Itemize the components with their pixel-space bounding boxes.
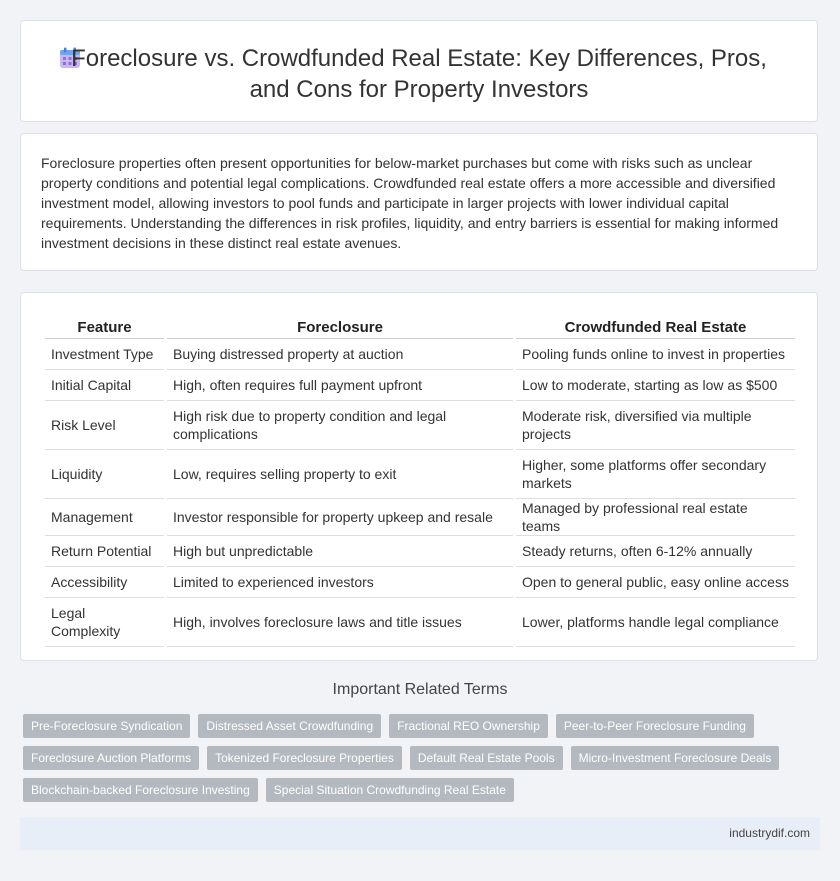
footer-site-link[interactable]: industrydif.com bbox=[729, 826, 810, 840]
feature-cell: Management bbox=[45, 499, 164, 536]
comparison-card bbox=[20, 292, 818, 661]
feature-cell: Investment Type bbox=[45, 339, 164, 370]
foreclosure-cell: Investor responsible for property upkeep and resale bbox=[167, 499, 513, 536]
related-term-tag[interactable]: Micro-Investment Foreclosure Deals bbox=[571, 746, 780, 770]
intro-card bbox=[20, 133, 818, 271]
related-terms-heading: Important Related Terms bbox=[332, 681, 508, 698]
crowdfunded-cell: Lower, platforms handle legal compliance bbox=[516, 598, 795, 647]
crowdfunded-cell: Open to general public, easy online access bbox=[516, 567, 795, 598]
foreclosure-cell: Low, requires selling property to exit bbox=[167, 450, 513, 499]
crowdfunded-cell: Managed by professional real estate teams bbox=[516, 499, 795, 536]
table-row bbox=[45, 499, 795, 536]
table-row bbox=[45, 401, 795, 450]
comparison-table bbox=[42, 315, 798, 647]
feature-cell: Return Potential bbox=[45, 536, 164, 567]
table-row bbox=[45, 370, 795, 401]
table-row bbox=[45, 450, 795, 499]
foreclosure-cell: Buying distressed property at auction bbox=[167, 339, 513, 370]
foreclosure-cell: High but unpredictable bbox=[167, 536, 513, 567]
related-term-tag[interactable]: Pre-Foreclosure Syndication bbox=[23, 714, 190, 738]
foreclosure-cell: High, involves foreclosure laws and title issues bbox=[167, 598, 513, 647]
intro-paragraph: Foreclosure properties often present opportunities for below-market purchases but come with risks such as unclear property conditions and potential legal complications. Crowdfunded real estate offers a more accessible and diversified investment model, allowing investors to pool funds and participate in larger projects with lower individual capital requirements. Understanding the differences in risk profiles, liquidity, and entry barriers is essential for making informed investment decisions in these distinct real estate avenues. bbox=[41, 155, 779, 251]
related-term-tag[interactable]: Tokenized Foreclosure Properties bbox=[207, 746, 402, 770]
crowdfunded-cell: Moderate risk, diversified via multiple projects bbox=[516, 401, 795, 450]
related-term-tag[interactable]: Default Real Estate Pools bbox=[410, 746, 563, 770]
foreclosure-cell: Limited to experienced investors bbox=[167, 567, 513, 598]
feature-cell: Legal Complexity bbox=[45, 598, 164, 647]
crowdfunded-cell: Steady returns, often 6-12% annually bbox=[516, 536, 795, 567]
crowdfunded-cell: Pooling funds online to invest in properties bbox=[516, 339, 795, 370]
related-term-tag[interactable]: Special Situation Crowdfunding Real Estate bbox=[266, 778, 514, 802]
related-term-tag[interactable]: Peer-to-Peer Foreclosure Funding bbox=[556, 714, 754, 738]
feature-cell: Accessibility bbox=[45, 567, 164, 598]
tag-row bbox=[23, 778, 813, 802]
feature-cell: Risk Level bbox=[45, 401, 164, 450]
feature-cell: Liquidity bbox=[45, 450, 164, 499]
related-term-tag[interactable]: Blockchain-backed Foreclosure Investing bbox=[23, 778, 258, 802]
foreclosure-cell: High risk due to property condition and legal complications bbox=[167, 401, 513, 450]
related-terms-list bbox=[23, 714, 813, 810]
crowdfunded-cell: Higher, some platforms offer secondary markets bbox=[516, 450, 795, 499]
crowdfunded-cell: Low to moderate, starting as low as $500 bbox=[516, 370, 795, 401]
table-row bbox=[45, 598, 795, 647]
table-row bbox=[45, 567, 795, 598]
feature-cell: Initial Capital bbox=[45, 370, 164, 401]
related-term-tag[interactable]: Fractional REO Ownership bbox=[389, 714, 548, 738]
table-header-row bbox=[45, 315, 795, 339]
header-foreclosure: Foreclosure bbox=[167, 315, 513, 339]
header-feature: Feature bbox=[45, 315, 164, 339]
foreclosure-cell: High, often requires full payment upfront bbox=[167, 370, 513, 401]
related-term-tag[interactable]: Distressed Asset Crowdfunding bbox=[198, 714, 381, 738]
page-title: Foreclosure vs. Crowdfunded Real Estate: Key Differences, Pros, and Cons for Property Investors bbox=[71, 45, 767, 103]
header-crowdfunded: Crowdfunded Real Estate bbox=[516, 315, 795, 339]
title-card bbox=[20, 20, 818, 122]
related-term-tag[interactable]: Foreclosure Auction Platforms bbox=[23, 746, 199, 770]
footer bbox=[20, 817, 820, 850]
tag-row bbox=[23, 746, 813, 770]
tag-row bbox=[23, 714, 813, 738]
table-row bbox=[45, 536, 795, 567]
table-row bbox=[45, 339, 795, 370]
